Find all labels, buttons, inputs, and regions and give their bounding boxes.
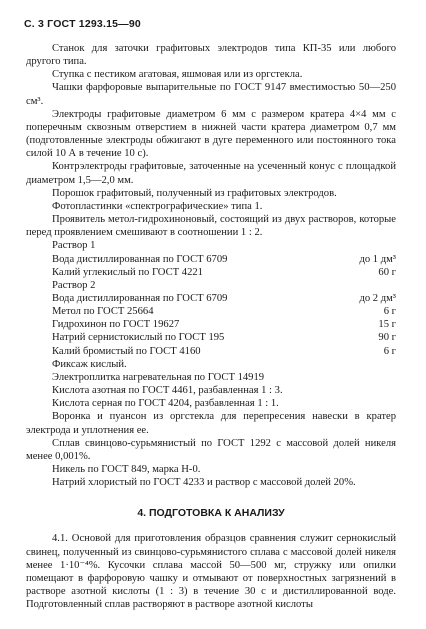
page-header: С. 3 ГОСТ 1293.15—90 xyxy=(24,18,141,30)
paragraph-elektroplitka: Электроплитка нагревательная по ГОСТ 14919 xyxy=(52,371,265,383)
paragraph-proyavitel: Проявитель метол-гидрохиноновый, состоящий из двух растворов, которые перед проявлением смешивают в соотношении 1 : 2. xyxy=(26,214,396,239)
solution-1-title: Раствор 1 xyxy=(52,240,96,252)
paragraph-chashki: Чашки фарфоровые выпарительные по ГОСТ 9147 вместимостью 50—250 см³. xyxy=(26,82,396,107)
paragraph-voronka: Воронка и пуансон из оргстекла для перепресения навески в кратер электрода и уплотнения ее. xyxy=(26,411,396,436)
reagent-name: Гидрохинон по ГОСТ 19627 xyxy=(52,319,180,331)
reagent-row xyxy=(26,345,396,358)
paragraph-4-1: 4.1. Основой для приготовления образцов сравнения служит сернокислый свинец, полученный из свинцово-сурьмянистого сплава с массовой долей никеля менее 1·10⁻⁴%. Кусочки сплава массой 50—500 мг, стружку или опилки помещают в фарфоровую чашку и отмывают от поверхностных загрязнений в растворе азотной кислоты (1 : 3) в течение 30 с и дистиллированной воде. Подготовленный сплав растворяют в растворе азотной кислоты xyxy=(26,533,396,611)
paragraph-natriy-hloristy: Натрий хлористый по ГОСТ 4233 и раствор с массовой долей 20%. xyxy=(52,477,356,489)
paragraph-stanok: Станок для заточки графитовых электродов типа КП-35 или любого другого типа. xyxy=(26,43,396,68)
reagent-row xyxy=(26,266,396,279)
document-body xyxy=(26,42,396,611)
reagent-row xyxy=(26,331,396,344)
paragraph-azotnaya: Кислота азотная по ГОСТ 4461, разбавленная 1 : 3. xyxy=(52,385,283,397)
section-heading: 4. ПОДГОТОВКА К АНАЛИЗУ xyxy=(137,507,285,520)
reagent-name: Калий углекислый по ГОСТ 4221 xyxy=(52,266,203,278)
paragraph-fotoplastinki: Фотопластинки «спектрографические» типа 1. xyxy=(52,200,263,212)
reagent-amount: 60 г xyxy=(378,266,396,278)
paragraph-splav: Сплав свинцово-сурьмянистый по ГОСТ 1292 с массовой долей никеля менее 0,001%. xyxy=(26,437,396,462)
paragraph-stupka: Ступка с пестиком агатовая, яшмовая или из оргстекла. xyxy=(52,69,303,81)
solution-2-title: Раствор 2 xyxy=(52,279,96,291)
reagent-name: Калий бромистый по ГОСТ 4160 xyxy=(52,345,201,357)
reagent-amount: до 2 дм³ xyxy=(359,292,396,304)
paragraph-elektrody: Электроды графитовые диаметром 6 мм с размером кратера 4×4 мм с поперечным сквозным отверстием в нижней части кратера диаметром 0,7 мм (подготовленные электроды обжигают в дуге переменного или постоянного тока силой 10 А в течение 10 с). xyxy=(26,108,396,160)
paragraph-kontrelektrody: Контрэлектроды графитовые, заточенные на усеченный конус с площадкой диаметром 1,5—2,0 мм. xyxy=(26,161,396,186)
reagent-row xyxy=(26,318,396,331)
reagent-amount: 6 г xyxy=(383,345,396,357)
reagent-row xyxy=(26,253,396,266)
reagent-row xyxy=(26,305,396,318)
paragraph-fiksazh: Фиксаж кислый. xyxy=(52,358,127,370)
reagent-name: Вода дистиллированная по ГОСТ 6709 xyxy=(52,292,228,304)
paragraph-poroshok: Порошок графитовый, полученный из графитовых электродов. xyxy=(52,187,337,199)
paragraph-nikel: Никель по ГОСТ 849, марка Н-0. xyxy=(52,464,201,475)
reagent-amount: 6 г xyxy=(383,306,396,318)
reagent-amount: 90 г xyxy=(378,332,396,344)
reagent-row xyxy=(26,292,396,305)
reagent-name: Метол по ГОСТ 25664 xyxy=(52,306,154,318)
reagent-amount: 15 г xyxy=(378,319,396,331)
reagent-name: Натрий сернистокислый по ГОСТ 195 xyxy=(52,332,225,344)
reagent-amount: до 1 дм³ xyxy=(359,253,396,265)
paragraph-sernaya: Кислота серная по ГОСТ 4204, разбавленная 1 : 1. xyxy=(52,398,279,410)
reagent-name: Вода дистиллированная по ГОСТ 6709 xyxy=(52,253,228,265)
